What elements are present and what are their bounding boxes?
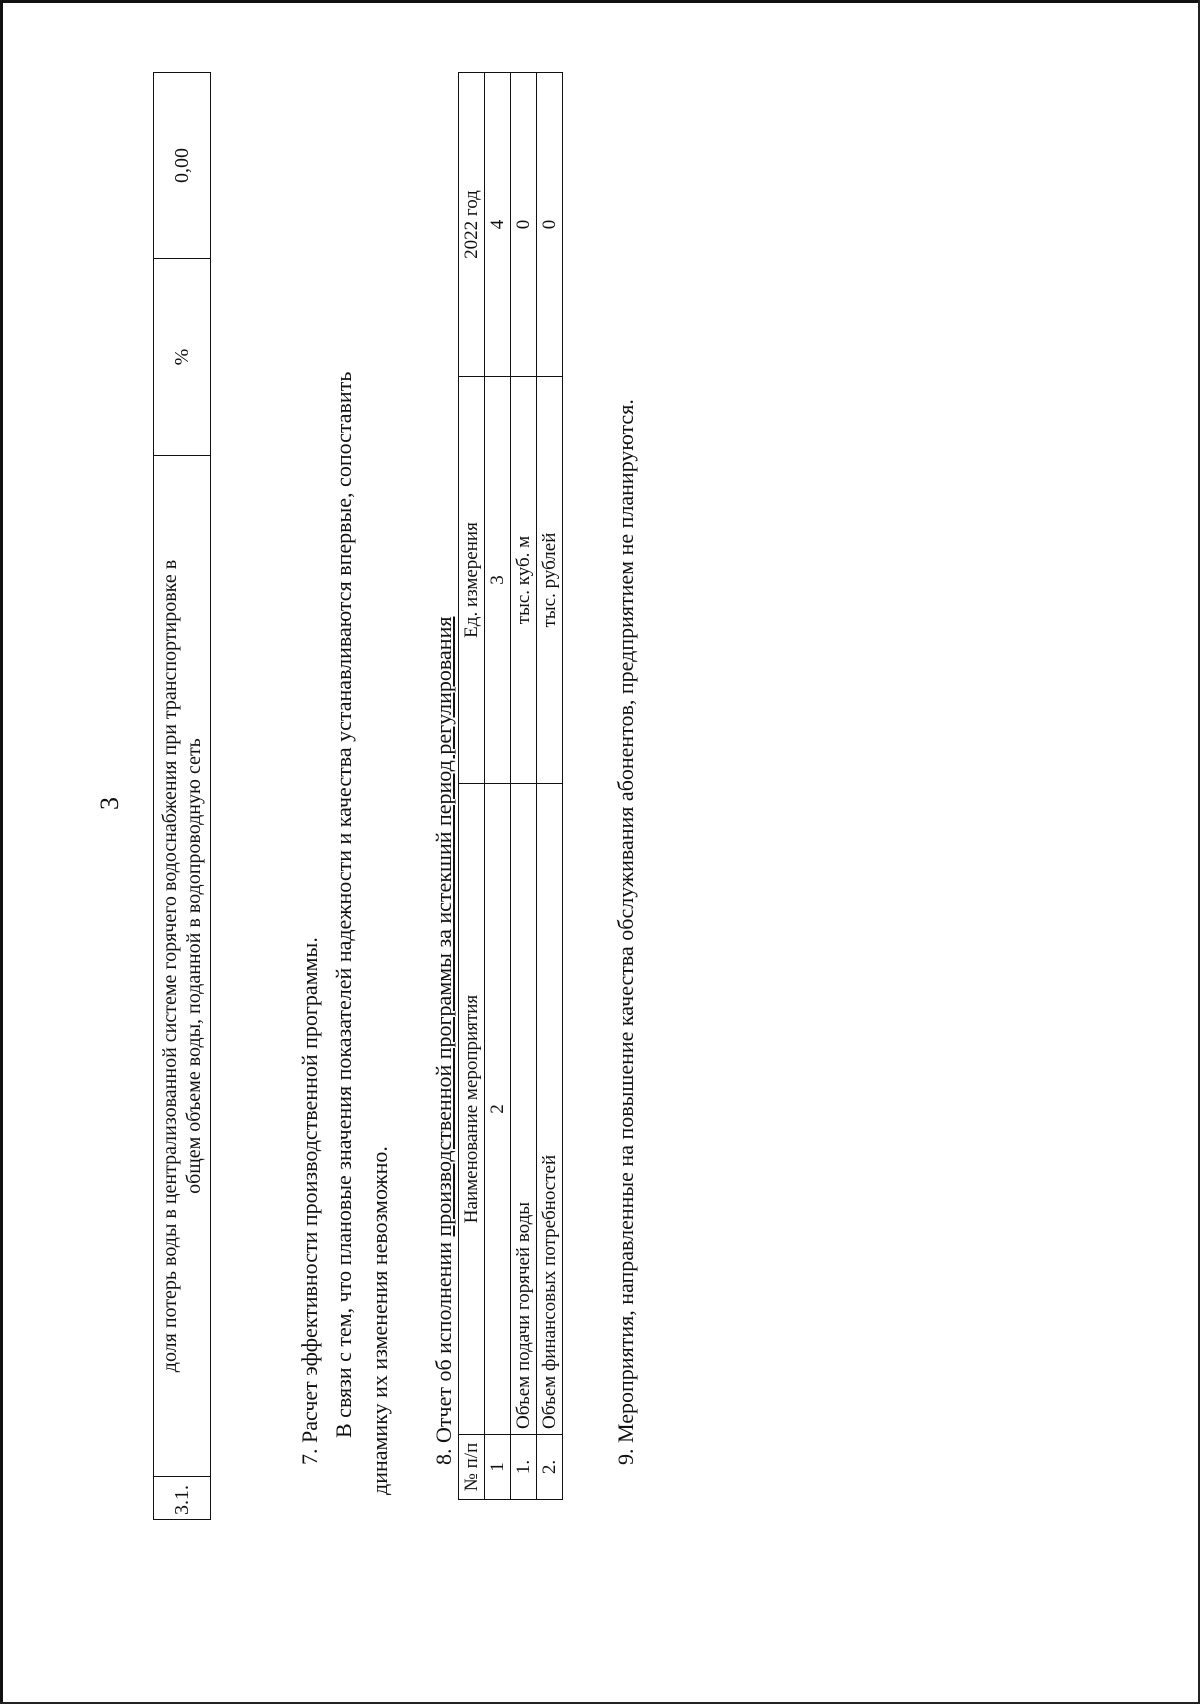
section7-text-line2: динамику их изменения невозможно.: [367, 1146, 392, 1495]
section8-heading-underlined: производственной программы за истекший период регулирования: [431, 616, 456, 1237]
indicator-number: 3.1.: [154, 1477, 211, 1520]
program-report-table: [458, 72, 563, 1500]
indicator-description-line2: общем объеме воды, поданной в водопроводную сеть: [183, 738, 205, 1194]
row-value: 0: [537, 73, 563, 377]
scan-border-left: [0, 0, 3, 1704]
row-unit: тыс. куб. м: [511, 377, 537, 784]
section8-heading: [431, 617, 457, 1465]
table-row: [511, 73, 537, 1500]
section9-text: 9. Мероприятия, направленные на повышение качества обслуживания абонентов, предприятием не планируются.: [613, 399, 638, 1465]
row-name: Объем финансовых потребностей: [537, 784, 563, 1435]
indicator-value: 0,00: [154, 73, 211, 259]
section7-heading: 7. Расчет эффективности производственной программы.: [297, 937, 322, 1465]
column-header-name: Наименование мероприятия: [459, 784, 485, 1435]
section8-heading-plain: 8. Отчет об исполнении: [431, 1236, 456, 1465]
indicator-description-line1: доля потерь воды в централизованной системе горячего водоснабжения при транспортировке в: [159, 559, 181, 1373]
column-header-num: № п/п: [459, 1435, 485, 1500]
row-number: 2.: [537, 1435, 563, 1500]
column-header-year: 2022 год: [459, 73, 485, 377]
numbering-cell: 3: [485, 377, 511, 784]
column-header-unit: Ед. измерения: [459, 377, 485, 784]
table-header-row: [459, 73, 485, 1500]
section7-text-line1: В связи с тем, что плановые значения показателей надежности и качества устанавливаются впервые, сопоставить: [331, 371, 356, 1438]
table-row: [154, 73, 211, 1520]
row-value: 0: [511, 73, 537, 377]
numbering-cell: 1: [485, 1435, 511, 1500]
scan-border-top: [0, 0, 1200, 3]
row-number: 1.: [511, 1435, 537, 1500]
table-numbering-row: [485, 73, 511, 1500]
numbering-cell: 2: [485, 784, 511, 1435]
row-unit: тыс. рублей: [537, 377, 563, 784]
rotated-page-content: [65, 60, 1165, 1640]
row-name: Объем подачи горячей воды: [511, 784, 537, 1435]
numbering-cell: 4: [485, 73, 511, 377]
indicator-unit: %: [154, 259, 211, 456]
indicator-table: [153, 72, 211, 1520]
indicator-description: [154, 456, 211, 1477]
page-number: 3: [95, 797, 124, 810]
table-row: [537, 73, 563, 1500]
